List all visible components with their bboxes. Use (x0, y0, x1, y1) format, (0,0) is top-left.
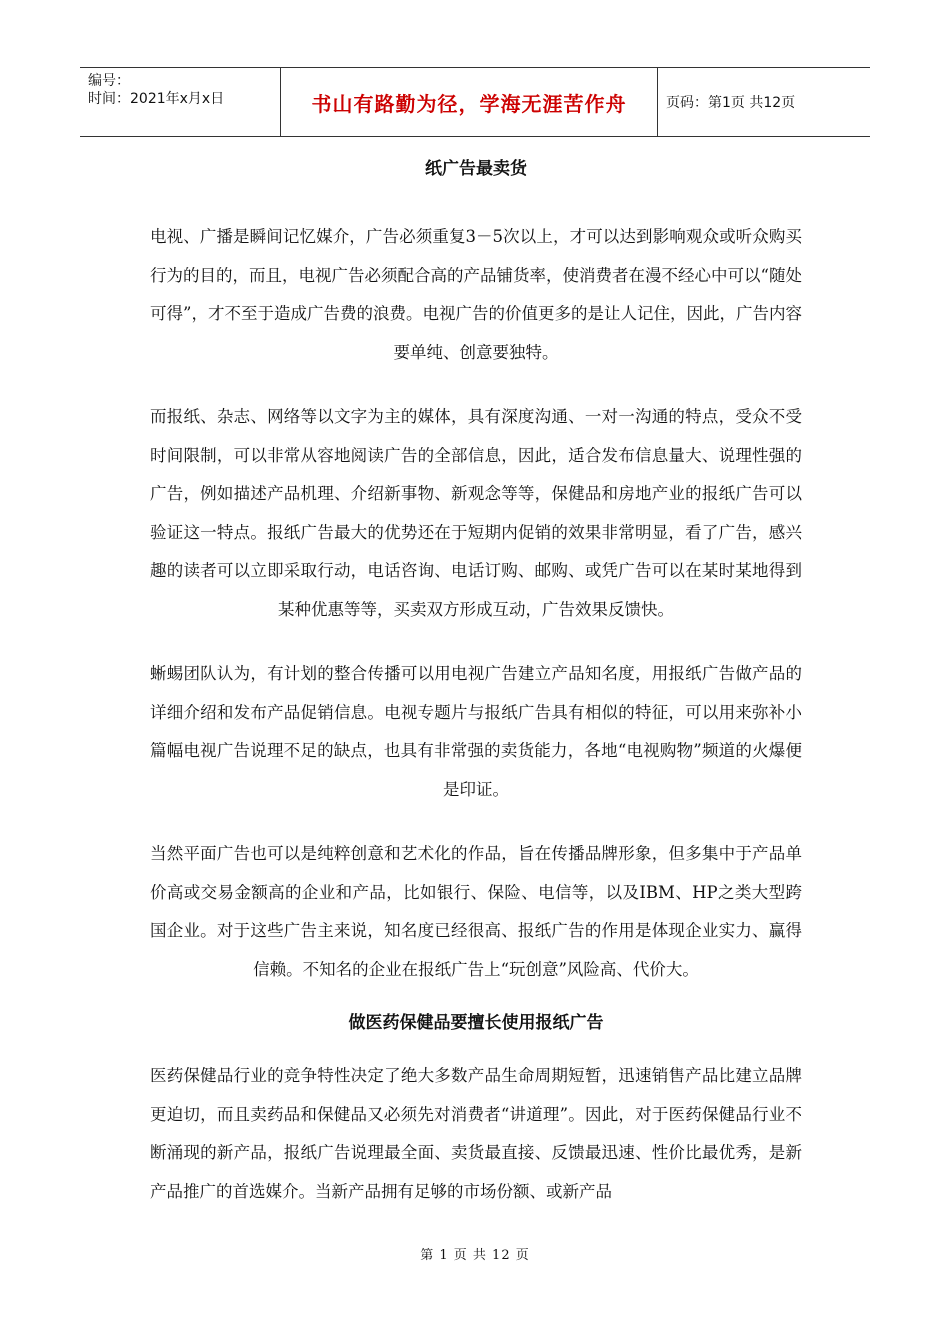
document-header (80, 67, 870, 137)
paragraph: 蜥蜴团队认为，有计划的整合传播可以用电视广告建立产品知名度，用报纸广告做产品的详细介绍和发布产品促销信息。电视专题片与报纸广告具有相似的特征，可以用来弥补小篇幅电视广告说理不足的缺点，也具有非常强的卖货能力，各地“电视购物”频道的火爆便是印证。 (150, 664, 802, 799)
time-label: 时间：2021年x月x日 (88, 91, 225, 107)
header-page-info: 页码：第1页 共12页 (666, 95, 796, 111)
paragraph: 医药保健品行业的竞争特性决定了绝大多数产品生命周期短暂，迅速销售产品比建立品牌更迫切，而且卖药品和保健品又必须先对消费者“讲道理”。因此，对于医药保健品行业不断涌现的新产品，报纸广告说理最全面、卖货最直接、反馈最迅速、性价比最优秀，是新产品推广的首选媒介。当新产品拥有足够的市场份额、或新产品 (150, 1066, 802, 1201)
paragraph: 当然平面广告也可以是纯粹创意和艺术化的作品，旨在传播品牌形象，但多集中于产品单价高或交易金额高的企业和产品，比如银行、保险、电信等，以及IBM、HP之类大型跨国企业。对于这些广告主来说，知名度已经很高、报纸广告的作用是体现企业实力、赢得信赖。不知名的企业在报纸广告上“玩创意”风险高、代价大。 (150, 844, 802, 979)
header-motto: 书山有路勤为径，学海无涯苦作舟 (280, 68, 658, 136)
page-footer: 第 1 页 共 12 页 (420, 1248, 530, 1263)
document-title: 纸广告最卖货 (425, 159, 527, 179)
header-meta (80, 68, 280, 136)
paragraph: 电视、广播是瞬间记忆媒介，广告必须重复3－5次以上，才可以达到影响观众或听众购买行为的目的，而且，电视广告必须配合高的产品铺货率，使消费者在漫不经心中可以“随处可得”，才不至于造成广告费的浪费。电视广告的价值更多的是让人记住，因此，广告内容要单纯、创意要独特。 (150, 227, 802, 362)
number-label: 编号： (88, 73, 130, 89)
document-body (150, 150, 802, 1211)
paragraph: 而报纸、杂志、网络等以文字为主的媒体，具有深度沟通、一对一沟通的特点，受众不受时间限制，可以非常从容地阅读广告的全部信息，因此，适合发布信息量大、说理性强的广告，例如描述产品机理、介绍新事物、新观念等等，保健品和房地产业的报纸广告可以验证这一特点。报纸广告最大的优势还在于短期内促销的效果非常明显，看了广告，感兴趣的读者可以立即采取行动，电话咨询、电话订购、邮购、或凭广告可以在某时某地得到某种优惠等等，买卖双方形成互动，广告效果反馈快。 (150, 407, 802, 619)
section-title: 做医药保健品要擅长使用报纸广告 (348, 1013, 604, 1033)
